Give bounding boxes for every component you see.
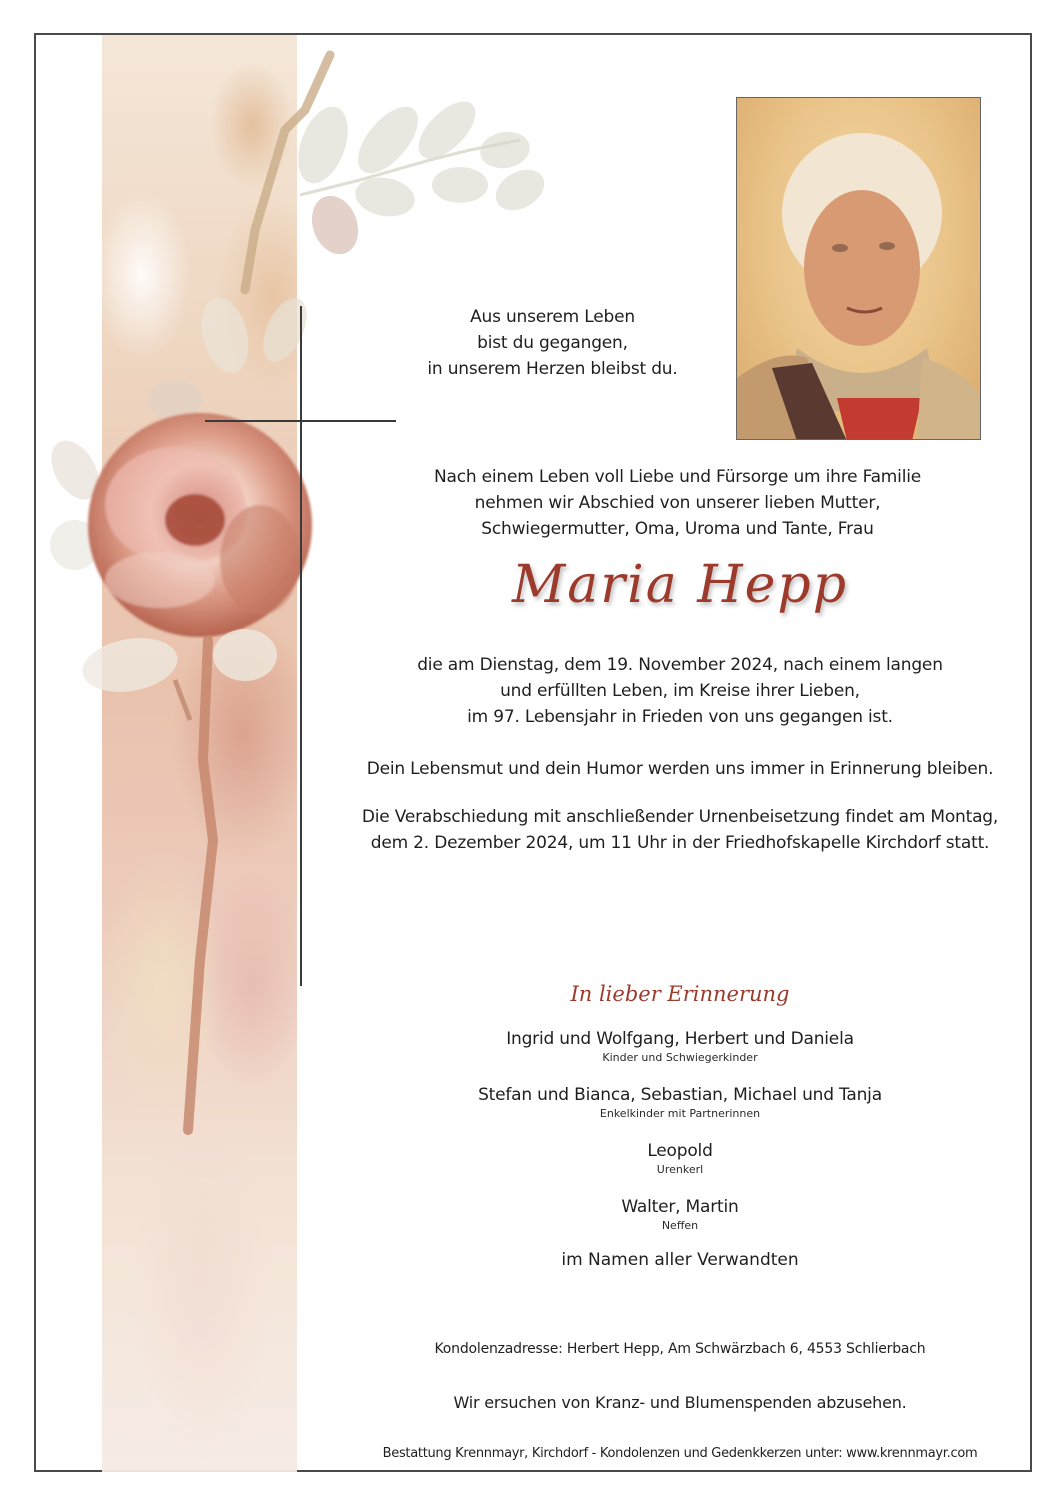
family-relation: Urenkerl bbox=[656, 1163, 704, 1176]
watercolor-strip bbox=[102, 35, 297, 1472]
poem-text bbox=[400, 304, 705, 382]
family-group bbox=[400, 1028, 960, 1066]
memory-heading: In lieber Erinnerung bbox=[570, 982, 790, 1006]
intro-line: Schwiegermutter, Oma, Uroma und Tante, Frau bbox=[481, 519, 874, 539]
on-behalf-line: im Namen aller Verwandten bbox=[561, 1250, 799, 1270]
service-line: dem 2. Dezember 2024, um 11 Uhr in der Friedhofskapelle Kirchdorf statt. bbox=[370, 833, 990, 853]
cross-horizontal-line bbox=[205, 420, 396, 422]
intro-line: nehmen wir Abschied von unserer lieben Mutter, bbox=[474, 493, 881, 513]
humor-line: Dein Lebensmut und dein Humor werden uns immer in Erinnerung bleiben. bbox=[366, 759, 994, 779]
death-notice-line: im 97. Lebensjahr in Frieden von uns gegangen ist. bbox=[467, 707, 893, 727]
poem-line: Aus unserem Leben bbox=[470, 307, 635, 327]
family-names: Walter, Martin bbox=[621, 1197, 739, 1217]
family-list bbox=[400, 1028, 960, 1270]
intro-text bbox=[400, 464, 955, 542]
cross-vertical-line bbox=[300, 306, 302, 986]
death-notice-line: die am Dienstag, dem 19. November 2024, nach einem langen bbox=[417, 655, 943, 675]
portrait-image-icon bbox=[737, 98, 981, 440]
death-notice-line: und erfüllten Leben, im Kreise ihrer Lieben, bbox=[500, 681, 860, 701]
family-relation: Kinder und Schwiegerkinder bbox=[602, 1051, 758, 1064]
family-names: Leopold bbox=[647, 1141, 713, 1161]
family-names: Ingrid und Wolfgang, Herbert und Daniela bbox=[506, 1029, 854, 1049]
family-relation: Neffen bbox=[661, 1219, 699, 1232]
portrait-photo bbox=[736, 97, 981, 440]
service-line: Die Verabschiedung mit anschließender Urnenbeisetzung findet am Montag, bbox=[361, 807, 999, 827]
funeral-home-footer: Bestattung Krennmayr, Kirchdorf - Kondolenzen und Gedenkkerzen unter: www.krennmayr.com bbox=[382, 1446, 978, 1461]
family-group bbox=[400, 1084, 960, 1122]
family-relation: Enkelkinder mit Partnerinnen bbox=[599, 1107, 761, 1120]
poem-line: in unserem Herzen bleibst du. bbox=[427, 359, 678, 379]
intro-line: Nach einem Leben voll Liebe und Fürsorge um ihre Familie bbox=[433, 467, 921, 487]
poem-line: bist du gegangen, bbox=[477, 333, 628, 353]
family-group bbox=[400, 1140, 960, 1178]
family-names: Stefan und Bianca, Sebastian, Michael und Tanja bbox=[478, 1085, 882, 1105]
condolence-address: Kondolenzadresse: Herbert Hepp, Am Schwärzbach 6, 4553 Schlierbach bbox=[434, 1341, 926, 1357]
flowers-note: Wir ersuchen von Kranz- und Blumenspenden abzusehen. bbox=[453, 1393, 907, 1412]
family-group bbox=[400, 1196, 960, 1234]
service-info bbox=[340, 804, 1020, 856]
death-notice bbox=[390, 652, 970, 730]
deceased-name: Maria Hepp bbox=[512, 555, 848, 615]
